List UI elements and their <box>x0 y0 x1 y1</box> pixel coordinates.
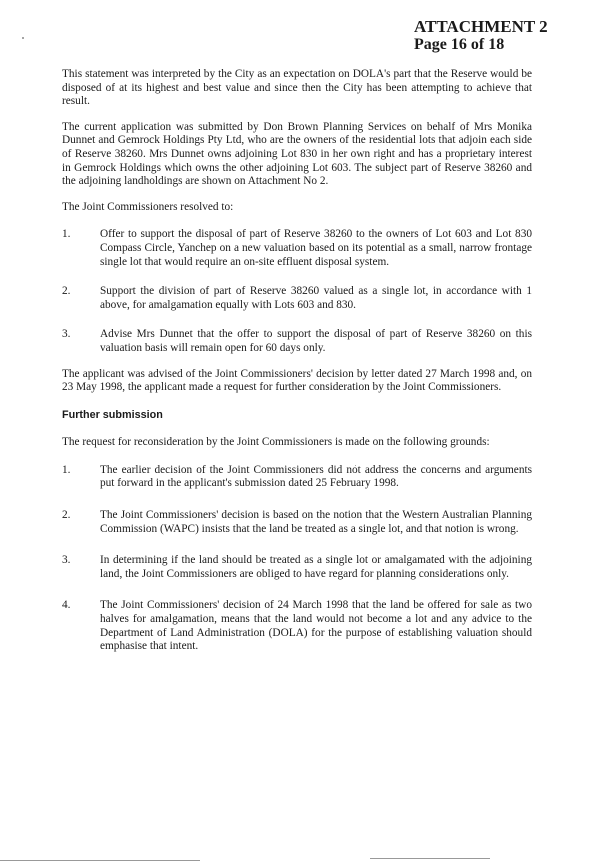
item-number: 3. <box>62 328 71 341</box>
section-heading: Further submission <box>62 408 163 421</box>
grounds-list <box>62 464 532 654</box>
scan-speck <box>22 37 24 39</box>
item-number: 3. <box>62 554 71 567</box>
item-text: The earlier decision of the Joint Commissioners did not address the concerns and arguments put forward in the applicant's submission dated 25 February 1998. <box>100 463 532 490</box>
scan-edge-line <box>0 860 200 861</box>
list-item <box>62 554 532 581</box>
list-item <box>62 285 532 312</box>
item-number: 1. <box>62 463 71 476</box>
item-number: 1. <box>62 228 71 241</box>
page-header <box>414 18 594 54</box>
item-number: 4. <box>62 599 71 612</box>
list-item <box>62 509 532 536</box>
paragraph: The applicant was advised of the Joint Commissioners' decision by letter dated 27 March 1998 and, on 23 May 1998, the applicant made a request for further consideration by the Joint Commissioners. <box>62 367 532 394</box>
list-item <box>62 228 532 269</box>
paragraph: The Joint Commissioners resolved to: <box>62 200 234 213</box>
item-text: Advise Mrs Dunnet that the offer to support the disposal of part of Reserve 38260 on this valuation basis will remain open for 60 days only. <box>100 328 532 354</box>
paragraph: The request for reconsideration by the Joint Commissioners is made on the following grounds: <box>62 436 490 449</box>
item-text: In determining if the land should be treated as a single lot or amalgamated with the adjoining land, the Joint Commissioners are obliged to have regard for planning considerations only. <box>100 554 532 580</box>
item-text: Offer to support the disposal of part of Reserve 38260 to the owners of Lot 603 and Lot 830 Compass Circle, Yanchep on a new valuation based on its potential as a small, narrow frontage single lot that would require an on-site effluent disposal system. <box>100 228 532 268</box>
paragraph: This statement was interpreted by the City as an expectation on DOLA's part that the Reserve would be disposed of at its highest and best value and since then the City has been attempting to achieve that result. <box>62 68 532 108</box>
item-number: 2. <box>62 509 71 522</box>
item-text: The Joint Commissioners' decision is based on the notion that the Western Australian Planning Commission (WAPC) insists that the land be treated as a single lot, and that notion is wrong. <box>100 509 532 535</box>
list-item <box>62 328 532 355</box>
list-item <box>62 464 532 491</box>
item-text: Support the division of part of Reserve 38260 valued as a single lot, in accordance with 1 above, for amalgamation equally with Lots 603 and 830. <box>100 285 532 311</box>
item-text: The Joint Commissioners' decision of 24 March 1998 that the land be offered for sale as two halves for amalgamation, means that the land would not become a lot and any advice to the Department of Land Administration (DOLA) for the purpose of establishing valuation should emphasise that intent. <box>100 599 532 653</box>
scan-edge-line <box>370 858 490 859</box>
resolution-list <box>62 228 532 355</box>
list-item <box>62 599 532 653</box>
page-number: Page 16 of 18 <box>414 36 505 53</box>
item-number: 2. <box>62 285 71 298</box>
paragraph: The current application was submitted by Don Brown Planning Services on behalf of Mrs Monika Dunnet and Gemrock Holdings Pty Ltd, who are the owners of the residential lots that adjoin each side of Reserve 38260. Mrs Dunnet owns adjoining Lot 830 in her own right and has a proprietary interest in Gemrock Holdings which owns the other adjoining Lot 603. The subject part of Reserve 38260 and the adjoining landholdings are shown on Attachment No 2. <box>62 120 532 188</box>
attachment-label: ATTACHMENT 2 <box>414 17 548 36</box>
document-body <box>62 68 532 672</box>
